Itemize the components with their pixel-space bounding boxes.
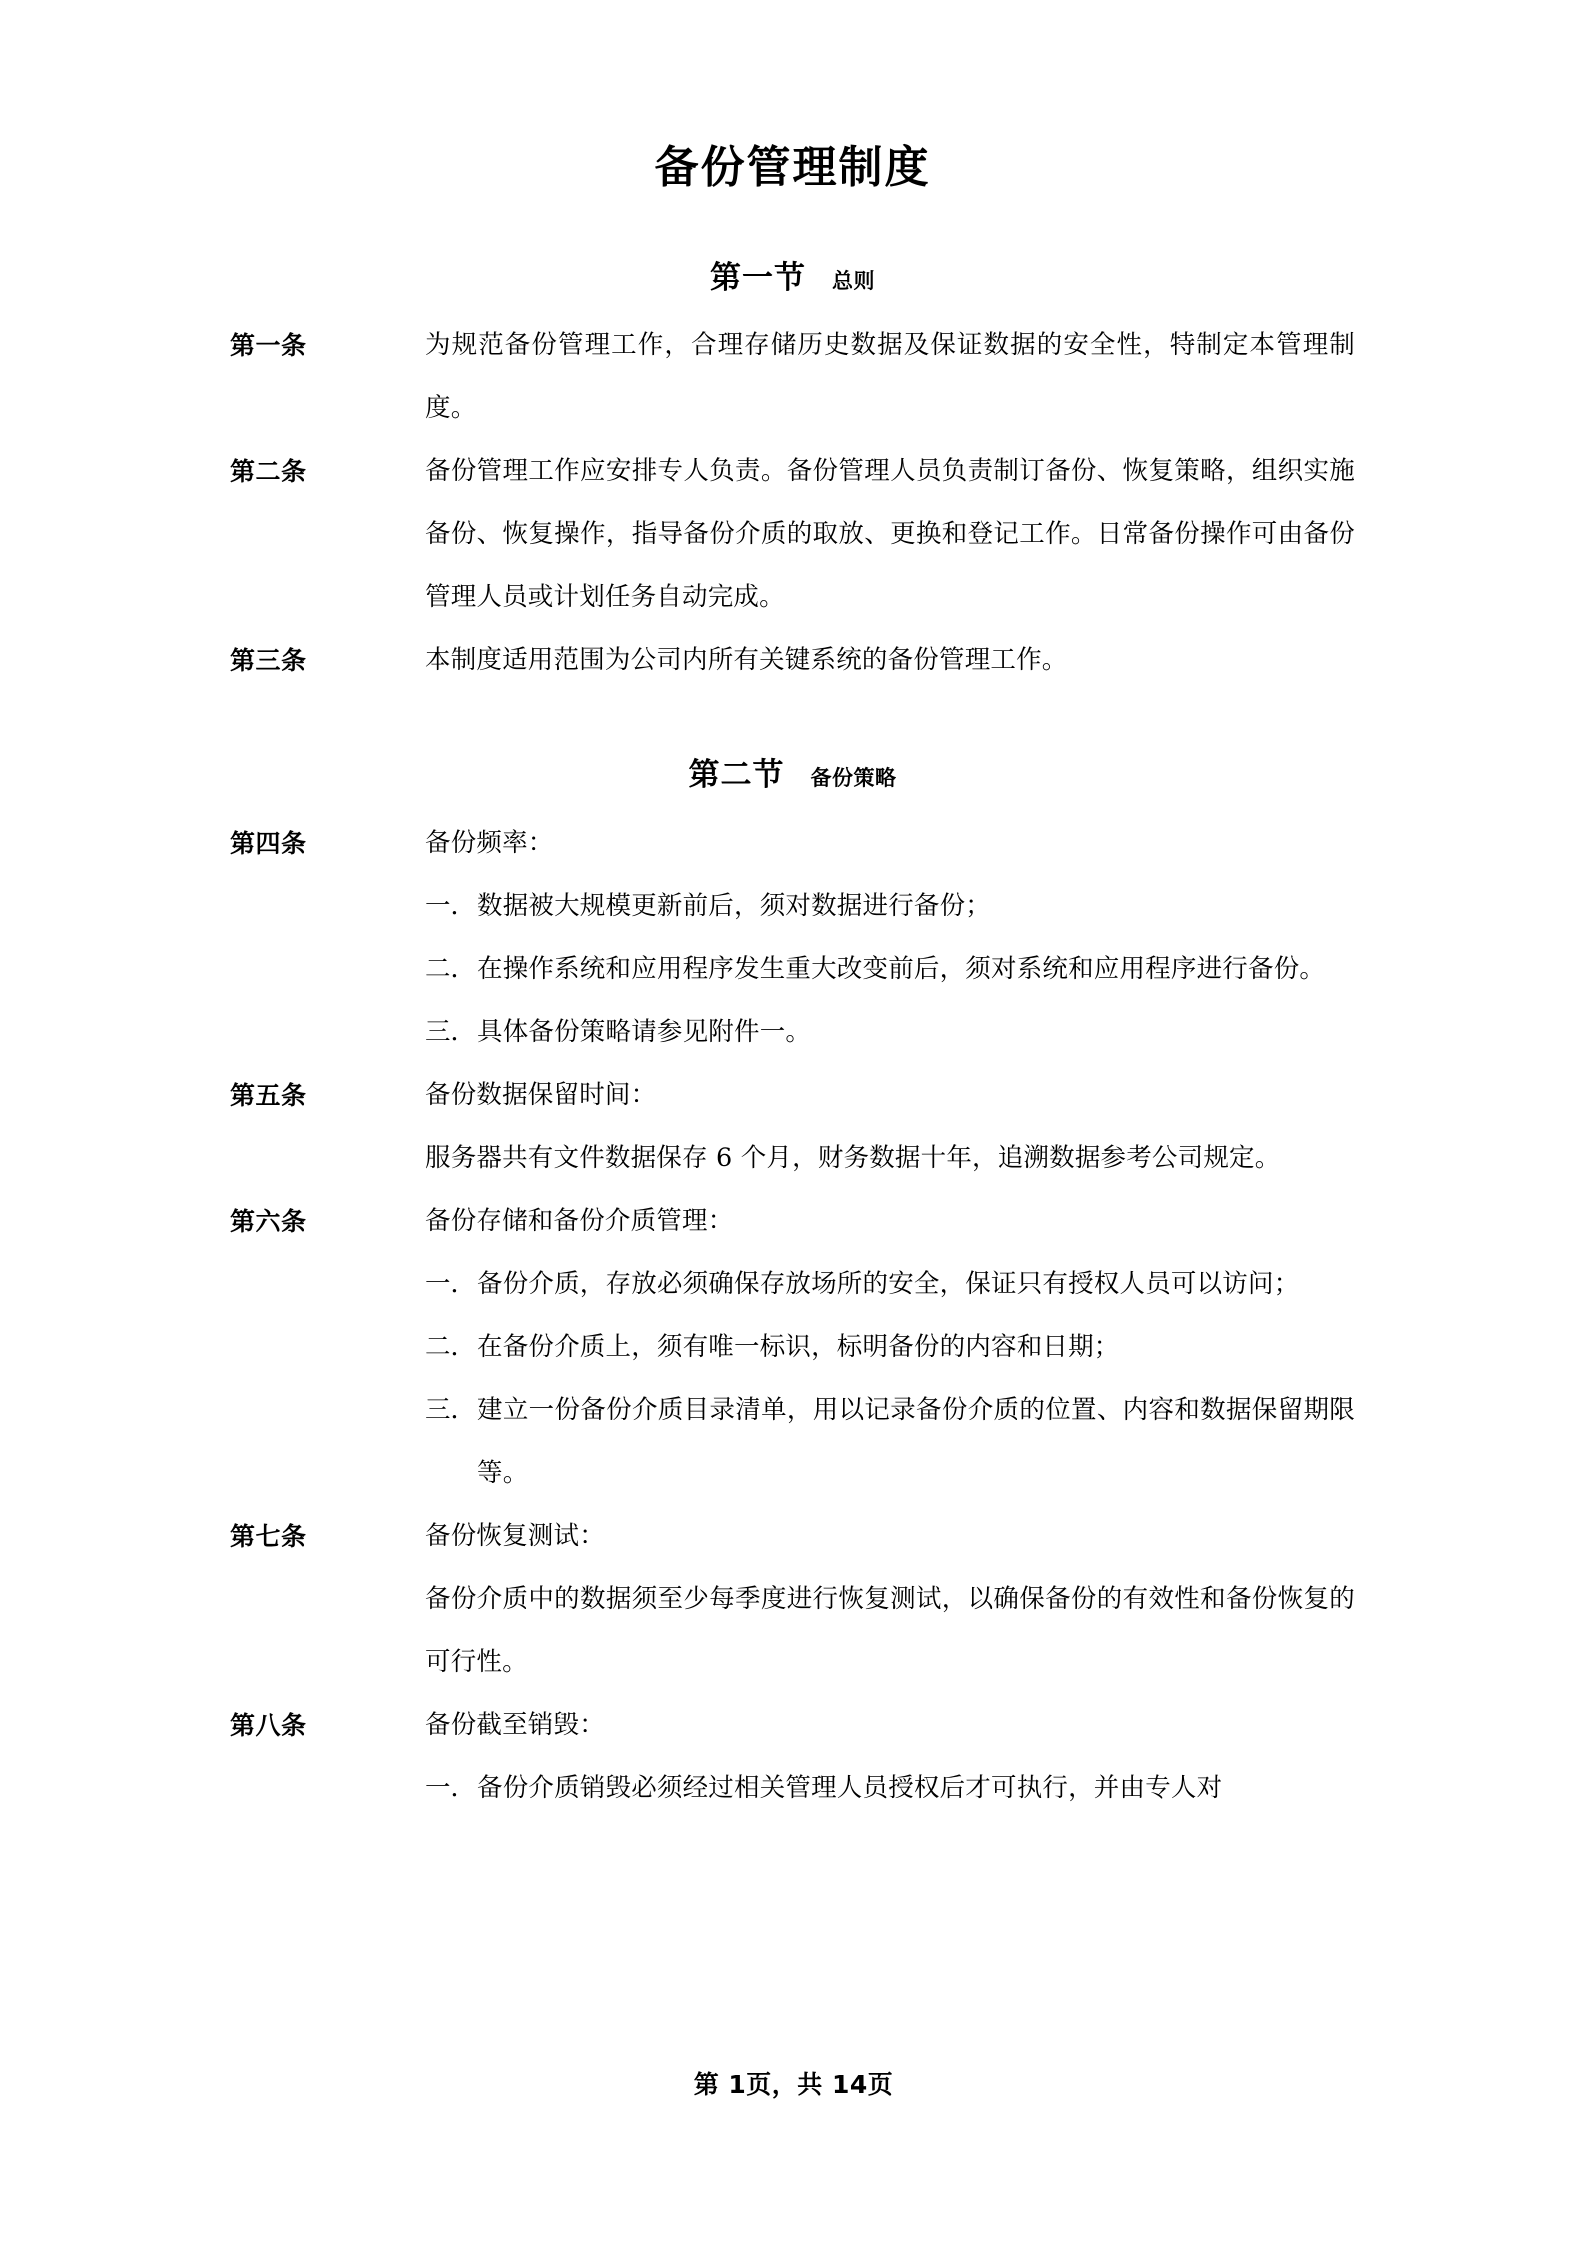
section-heading-1 [230,195,1355,314]
article-paragraph: 备份恢复测试： [425,1520,605,1551]
article-row [230,1190,1355,1505]
list-marker: 三． [425,1016,477,1047]
article-body [425,314,1355,440]
article-paragraph: 备份介质中的数据须至少每季度进行恢复测试，以确保备份的有效性和备份恢复的可行性。 [425,1583,1355,1677]
page-title: 备份管理制度 [654,142,931,193]
article-sublist [425,875,1355,1064]
list-item [425,875,1355,938]
list-item-text: 在操作系统和应用程序发生重大改变前后，须对系统和应用程序进行备份。 [477,953,1326,984]
list-marker: 一． [425,1772,477,1803]
list-item-text: 备份介质，存放必须确保存放场所的安全，保证只有授权人员可以访问； [477,1268,1300,1299]
list-marker: 二． [425,953,477,984]
article-body [425,1064,1355,1190]
article-paragraph: 为规范备份管理工作，合理存储历史数据及保证数据的安全性，特制定本管理制度。 [425,330,1355,424]
article-body [425,1694,1355,1820]
section-number: 第二节 [688,757,785,794]
list-item [425,1316,1355,1379]
article-row [230,1505,1355,1694]
list-marker: 三． [425,1394,477,1425]
article-paragraph: 备份频率： [425,827,554,858]
article-label: 第七条 [230,1521,307,1551]
list-item [425,1253,1355,1316]
article-paragraph: 备份截至销毁： [425,1709,605,1740]
article-paragraph: 备份存储和备份介质管理： [425,1205,734,1236]
article-row [230,629,1355,692]
section-name: 备份策略 [810,766,897,791]
article-paragraph: 备份管理工作应安排专人负责。备份管理人员负责制订备份、恢复策略，组织实施备份、恢复操作，指导备份介质的取放、更换和登记工作。日常备份操作可由备份管理人员或计划任务自动完成。 [425,456,1355,613]
article-label: 第二条 [230,457,307,487]
page-footer: 第 1页，共 14页 [693,2070,894,2099]
list-item-text: 建立一份备份介质目录清单，用以记录备份介质的位置、内容和数据保留期限等。 [477,1394,1355,1488]
section-name: 总则 [832,269,875,293]
list-item-text: 在备份介质上，须有唯一标识，标明备份的内容和日期； [477,1331,1120,1362]
list-marker: 一． [425,1268,477,1299]
article-paragraph: 备份数据保留时间： [425,1079,657,1110]
article-paragraph: 服务器共有文件数据保存 6 个月，财务数据十年，追溯数据参考公司规定。 [425,1142,1281,1173]
list-item-text: 数据被大规模更新前后，须对数据进行备份； [477,890,992,921]
article-body [425,1505,1355,1694]
article-label: 第三条 [230,646,307,676]
list-item [425,1757,1355,1820]
article-label: 第六条 [230,1206,307,1236]
list-item-text: 具体备份策略请参见附件一。 [477,1016,812,1047]
article-row [230,1064,1355,1190]
list-item [425,1001,1355,1064]
article-row [230,314,1355,440]
article-body [425,629,1355,692]
section-number: 第一节 [710,260,806,296]
article-row [230,440,1355,629]
article-row [230,1694,1355,1820]
list-item [425,1379,1355,1505]
article-body [425,812,1355,1064]
article-label: 第五条 [230,1080,307,1110]
list-marker: 二． [425,1331,477,1362]
article-paragraph: 本制度适用范围为公司内所有关键系统的备份管理工作。 [425,645,1068,676]
article-body [425,440,1355,629]
list-item [425,938,1355,1001]
article-body [425,1190,1355,1505]
document-content [230,0,1355,1820]
article-sublist [425,1253,1355,1505]
list-marker: 一． [425,890,477,921]
article-row [230,812,1355,1064]
article-label: 第八条 [230,1710,307,1740]
article-label: 第四条 [230,828,307,858]
list-item-text: 备份介质销毁必须经过相关管理人员授权后才可执行，并由专人对 [477,1772,1223,1803]
article-sublist [425,1757,1355,1820]
article-label: 第一条 [230,331,307,361]
section-heading-2 [230,692,1355,811]
